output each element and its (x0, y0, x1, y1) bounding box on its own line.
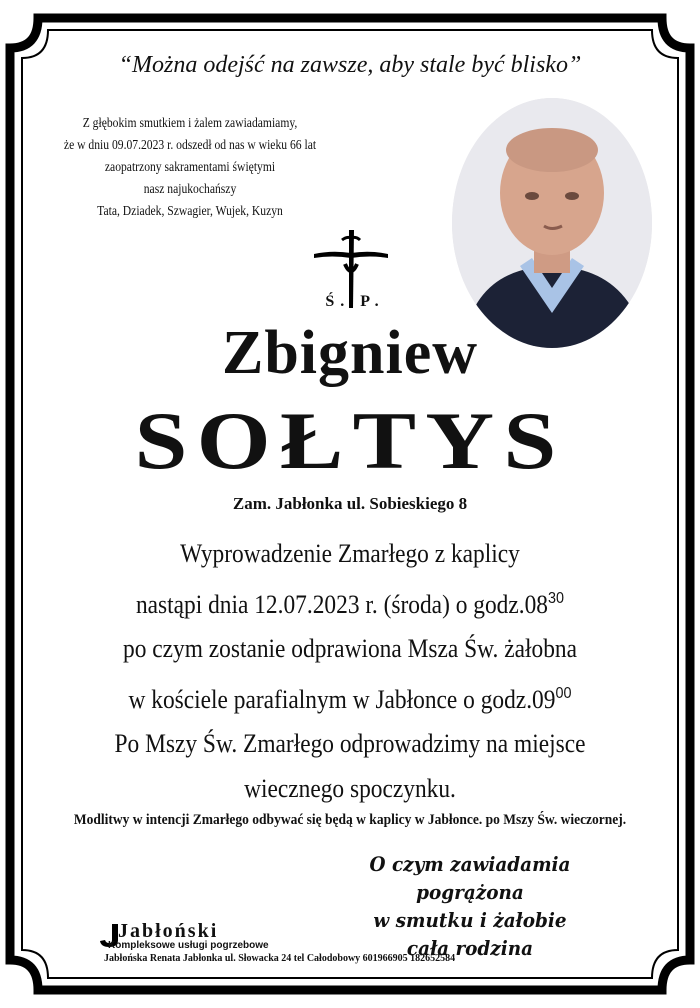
prayers-notice: Modlitwy w intencji Zmarłego odbywać się będą w kaplicy w Jabłonce. po Mszy Św. wieczornej. (73, 812, 627, 828)
ceremony-line: w kościele parafialnym w Jabłonce o $godz.09^{00}$ (128, 684, 572, 714)
motto-quote: “Można odejść na zawsze, aby stale być blisko” (118, 52, 582, 78)
intro-line: nasz najukochańszy (143, 181, 237, 196)
intro-line: zaopatrzony sakramentami świętymi (104, 159, 276, 174)
deceased-first-name: Zbigniew (221, 319, 479, 387)
intro-line: że w dniu 09.07.2023 r. odszedł od nas w wieku 66 lat (63, 137, 317, 152)
ceremony-line: po czym zostanie odprawiona Msza Św. żałobna (123, 634, 577, 663)
intro-line: Tata, Dziadek, Szwagier, Wujek, Kuzyn (97, 203, 283, 218)
sp-initials: Ś. P. (325, 293, 385, 310)
funeral-home-contact: Jabłońska Renata Jabłonka ul. Słowacka 24 tel Całodobowy 601966905 182652584 (104, 953, 456, 964)
closing-line: cała rodzina (406, 936, 534, 960)
portrait-image (452, 98, 652, 348)
residence-address: Zam. Jabłonka ul. Sobieskiego 8 (232, 494, 468, 513)
ceremony-line: Wyprowadzenie Zmarłego z kaplicy (180, 539, 520, 568)
ceremony-details (71, 532, 629, 811)
time-minutes: 00 (555, 684, 572, 702)
closing-line: O czym zawiadamia pogrążona (369, 852, 571, 904)
ceremony-line: wiecznego spoczynku. (244, 773, 456, 803)
intro-line: Z głębokim smutkiem i żalem zawiadamiamy, (82, 115, 298, 130)
funeral-home-name: Jabłoński (118, 920, 219, 942)
family-closing (314, 850, 627, 962)
deceased-surname: SOŁTYS (134, 395, 566, 486)
time-minutes: 30 (548, 589, 565, 607)
ceremony-line: Po Mszy Św. Zmarłego odprowadzimy na miejsce (114, 729, 586, 758)
portrait-photo (452, 98, 652, 348)
funeral-home-tagline: Kompleksowe usługi pogrzebowe (108, 940, 269, 951)
closing-line: w smutku i żałobie (373, 908, 567, 932)
ceremony-line: nastąpi dnia 12.07.2023 r. (środa) o $godz.08^{30}$ (135, 589, 565, 619)
announcement-intro (61, 112, 319, 222)
